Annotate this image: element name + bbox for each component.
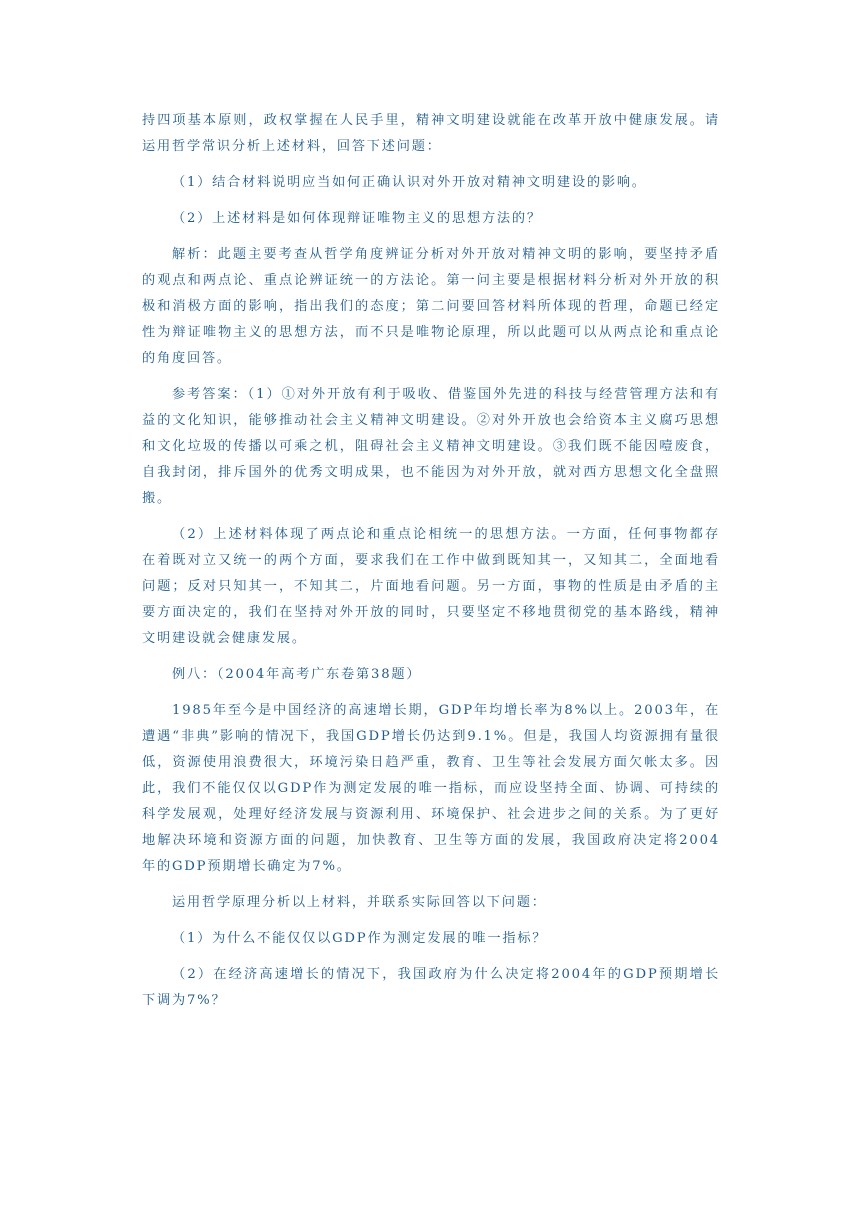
document-page <box>142 108 720 1024</box>
reference-answer-2-paragraph: （2）上述材料体现了两点论和重点论相统一的思想方法。一方面，任何事物都存在着既对立又统一的两个方面，要求我们在工作中做到既知其一，又知其二，全面地看问题；反对只知其一，不知其二，片面地看问题。另一方面，事物的性质是由矛盾的主要方面决定的，我们在坚持对外开放的同时，只要坚定不移地贯彻党的基本路线，精神文明建设就会健康发展。 <box>142 527 720 646</box>
example-heading: 例八：（2004年高考广东卷第38题） <box>172 667 422 682</box>
gdp-material-paragraph: 1985年至今是中国经济的高速增长期，GDP年均增长率为8%以上。2003年，在遭遇“非典”影响的情况下，我国GDP增长仍达到9.1%。但是，我国人均资源拥有量很低，资源使用浪费很大，环境污染日趋严重，教育、卫生等社会发展方面欠帐太多。因此，我们不能仅仅以GDP作为测定发展的唯一指标，而应设坚持全面、协调、可持续的科学发展观，处理好经济发展与资源利用、环境保护、社会进步之间的关系。为了更好地解决环境和资源方面的问题，加快教育、卫生等方面的发展，我国政府决定将2004年的GDP预期增长确定为7%。 <box>142 703 720 874</box>
gdp-question-2: （2）在经济高速增长的情况下，我国政府为什么决定将2004年的GDP预期增长下调为7%？ <box>142 967 720 1008</box>
gdp-question-1: （1）为什么不能仅仅以GDP作为测定发展的唯一指标？ <box>172 931 548 946</box>
question-2-paragraph: （2）上述材料是如何体现辩证唯物主义的思想方法的？ <box>172 211 542 226</box>
material-continuation-paragraph: 持四项基本原则，政权掌握在人民手里，精神文明建设就能在改革开放中健康发展。请运用哲学常识分析上述材料，回答下述问题： <box>142 113 720 154</box>
question-1-paragraph: （1）结合材料说明应当如何正确认识对外开放对精神文明建设的影响。 <box>172 175 647 190</box>
reference-answer-1-paragraph: 参考答案：（1）①对外开放有利于吸收、借鉴国外先进的科技与经营管理方法和有益的文化知识，能够推动社会主义精神文明建设。②对外开放也会给资本主义腐巧思想和文化垃圾的传播以可乘之机，阻碍社会主义精神文明建设。③我们既不能因噎废食，自我封闭，排斥国外的优秀文明成果，也不能因为对外开放，就对西方思想文化全盘照搬。 <box>142 387 720 506</box>
instruction-paragraph: 运用哲学原理分析以上材料，并联系实际回答以下问题： <box>172 895 547 910</box>
analysis-paragraph: 解析：此题主要考查从哲学角度辨证分析对外开放对精神文明的影响，要坚持矛盾的观点和两点论、重点论辨证统一的方法论。第一问主要是根据材料分析对外开放的积极和消极方面的影响，指出我们的态度；第二问要回答材料所体现的哲理，命题已经定性为辩证唯物主义的思想方法，而不只是唯物论原理，所以此题可以从两点论和重点论的角度回答。 <box>142 247 720 366</box>
